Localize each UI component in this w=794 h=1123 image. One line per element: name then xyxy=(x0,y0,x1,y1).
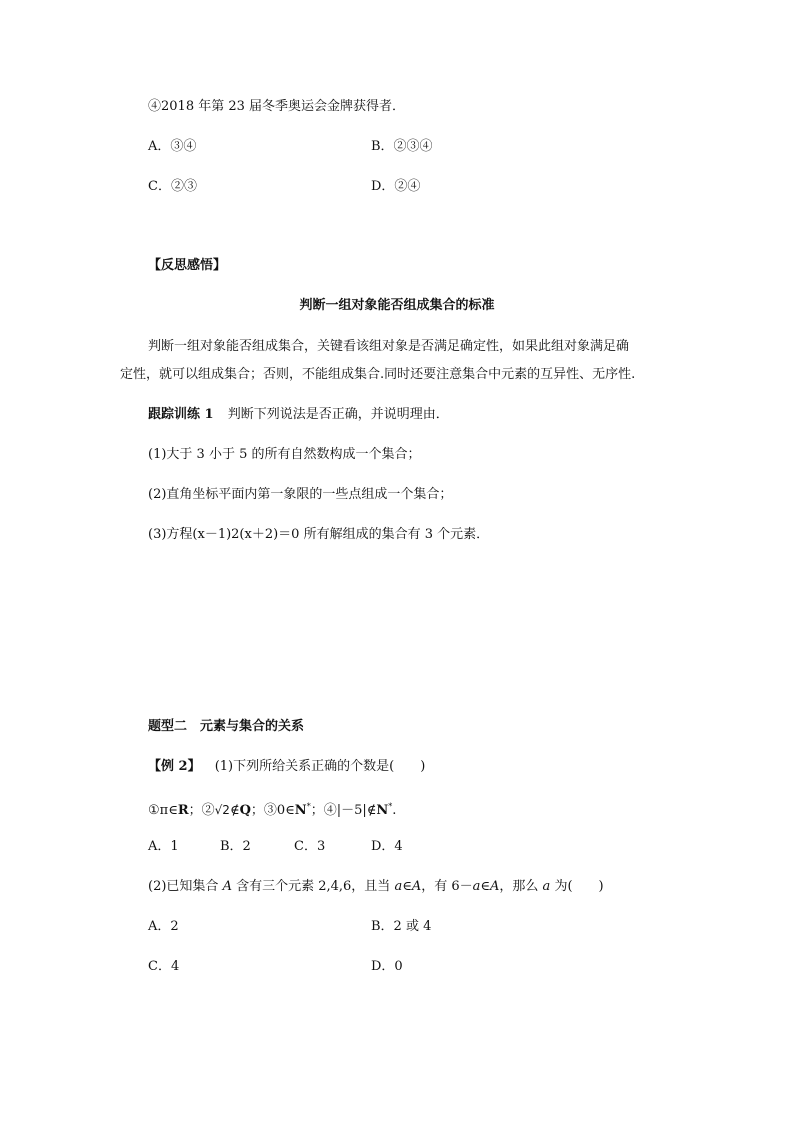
example-q2-prompt xyxy=(148,878,604,896)
natural-set-symbol: N xyxy=(294,803,307,818)
example-q1-prompt: (1)下列所给关系正确的个数是( ) xyxy=(214,759,426,774)
example-q2-option-c: C．4 xyxy=(148,959,180,974)
real-set-symbol: R xyxy=(177,803,189,818)
q1-option-a: A．③④ xyxy=(148,139,197,154)
a-var-3: a xyxy=(542,879,551,894)
tracking-item-2: (2)直角坐标平面内第一象限的一些点组成一个集合； xyxy=(148,487,453,502)
a-var: a xyxy=(394,879,403,894)
reflection-heading: 【反思感悟】 xyxy=(148,258,227,273)
relation-2-text: ；② xyxy=(188,803,215,818)
relation-4-text: ；④|－5|∉ xyxy=(310,803,377,818)
example-q2-option-a: A．2 xyxy=(148,919,179,934)
q1-option-c: C．②③ xyxy=(148,179,197,194)
set-a-var-2: A xyxy=(411,879,422,894)
relation-3-text: ；③0∈ xyxy=(250,803,295,818)
q2-text-4: ，那么 xyxy=(499,879,543,894)
tracking-item-3: (3)方程(x－1)2(x＋2)＝0 所有解组成的集合有 3 个元素． xyxy=(148,527,490,542)
a-var-2: a xyxy=(472,879,481,894)
sqrt-2: √2 xyxy=(214,803,230,817)
tracking-label: 跟踪训练 1 xyxy=(148,407,214,422)
example-q2-option-d: D．0 xyxy=(371,959,403,974)
in-symbol-2: ∈ xyxy=(480,879,491,894)
q1-option-d: D．②④ xyxy=(371,179,421,194)
section-title: 题型二 元素与集合的关系 xyxy=(148,719,305,734)
relations-end: . xyxy=(392,803,397,818)
tracking-item-1: (1)大于 3 小于 5 的所有自然数构成一个集合； xyxy=(148,447,421,462)
tracking-prompt: 判断下列说法是否正确，并说明理由． xyxy=(227,407,449,422)
q2-text-2: 含有三个元素 2,4,6，且当 xyxy=(231,879,395,894)
in-symbol: ∈ xyxy=(402,879,412,894)
q2-text-5: 为( ) xyxy=(550,879,604,894)
reflection-paragraph-line-1: 判断一组对象能否组成集合，关键看该组对象是否满足确定性，如果此组对象满足确 xyxy=(148,339,630,354)
reflection-subtitle: 判断一组对象能否组成集合的标准 xyxy=(299,298,495,313)
q1-option-b: B．②③④ xyxy=(371,139,433,154)
relations-line xyxy=(148,798,396,820)
example-q1-option-b: B．2 xyxy=(220,839,251,854)
reflection-paragraph-line-2: 定性，就可以组成集合；否则，不能组成集合.同时还要注意集合中元素的互异性、无序性. xyxy=(120,367,636,382)
set-a-var-3: A xyxy=(490,879,500,894)
positive-star: * xyxy=(306,802,311,811)
example-2-question-1 xyxy=(148,758,425,776)
set-a-var: A xyxy=(222,879,232,894)
relation-1-text: ①π∈ xyxy=(148,803,178,818)
rational-set-symbol: Q xyxy=(239,803,251,818)
example-q1-option-d: D．4 xyxy=(371,839,403,854)
example-q2-option-b: B．2 或 4 xyxy=(371,919,432,934)
tracking-exercise-1 xyxy=(148,406,449,424)
q2-text-3: ，有 6－ xyxy=(421,879,473,894)
q1-item-4: ④2018 年第 23 届冬季奥运会金牌获得者． xyxy=(148,99,406,114)
positive-star-2: * xyxy=(388,802,393,811)
q2-text-1: (2)已知集合 xyxy=(148,879,223,894)
not-in-symbol: ∉ xyxy=(229,803,240,818)
natural-set-symbol-2: N xyxy=(376,803,389,818)
example-label: 【例 2】 xyxy=(148,759,201,774)
example-q1-option-c: C．3 xyxy=(294,839,326,854)
example-q1-option-a: A．1 xyxy=(148,839,179,854)
